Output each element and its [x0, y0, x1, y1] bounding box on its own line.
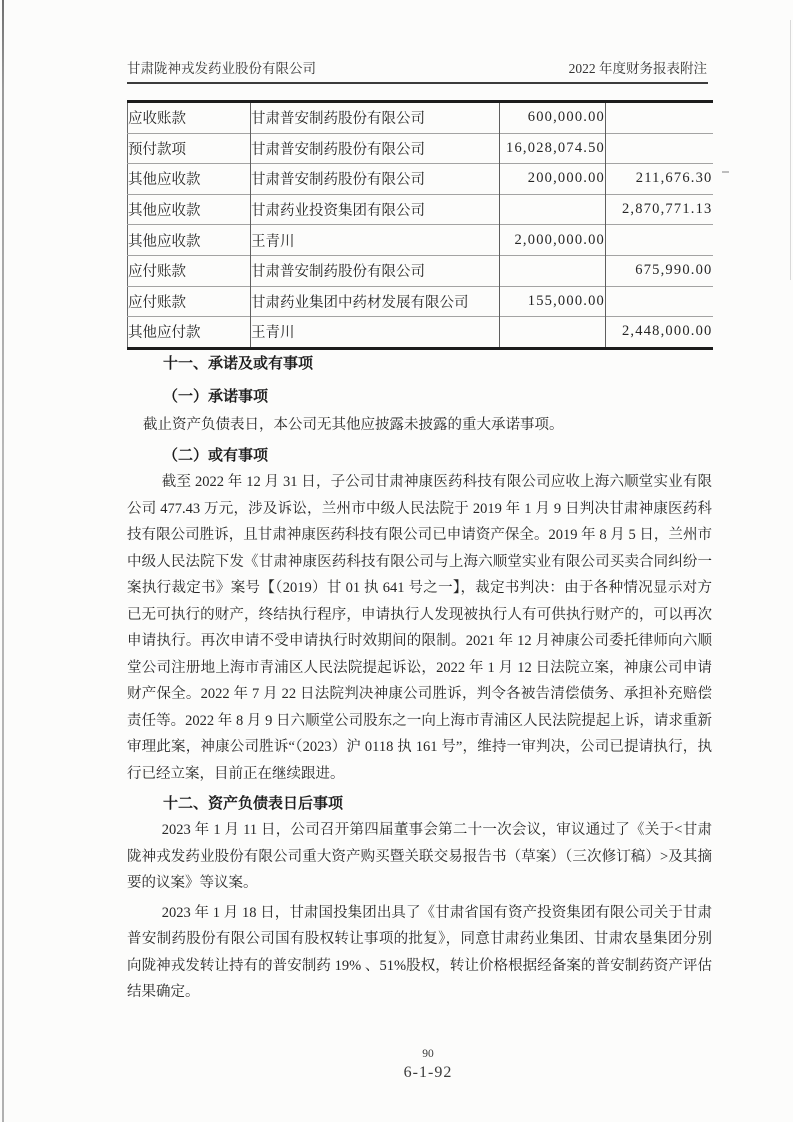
- amount2-cell: 211,676.30: [606, 164, 713, 195]
- amount2-cell: [606, 225, 713, 256]
- company-name: 甘肃陇神戎发药业股份有限公司: [127, 61, 316, 76]
- related-party-balances-table: [127, 100, 713, 350]
- amount1-cell: [500, 255, 606, 286]
- body-text: [127, 345, 712, 1006]
- table-row: [128, 317, 713, 349]
- item-cell: 其他应收款: [128, 164, 251, 195]
- contingencies-paragraph: 截至 2022 年 12 月 31 日，子公司甘肃神康医药科技有限公司应收上海六顺堂实业有限公司 477.43 万元，涉及诉讼，兰州市中级人民法院于 2019 年 1 月 9 日判决甘肃神康医药科技有限公司胜诉，且甘肃神康医药科技有限公司已申请资产保全。2019 年 8 月 5 日，兰州市中级人民法院下发《甘肃神康医药科技有限公司与上海六顺堂实业有限公司买卖合同纠纷一案执行裁定书》案号【（2019）甘 01 执 641 号之一】，裁定书判决：由于各种情况显示对方已无可执行的财产，终结执行程序，申请执行人发现被执行人有可供执行财产的，可以再次申请执行。再次申请不受申请执行时效期间的限制。2021 年 12 月神康公司委托律师向六顺堂公司注册地上海市青浦区人民法院提起诉讼，2022 年 1 月 12 日法院立案，神康公司申请财产保全。2022 年 7 月 22 日法院判决神康公司胜诉，判令各被告清偿债务、承担补充赔偿责任等。2022 年 8 月 9 日六顺堂公司股东之一向上海市青浦区人民法院提起上诉，请求重新审理此案，神康公司胜诉“（2023）沪 0118 执 161 号”，维持一审判决，公司已提请执行，执行已经立案，目前正在继续跟进。: [127, 474, 712, 782]
- table-row: [128, 164, 713, 195]
- item-cell: 预付款项: [128, 133, 251, 164]
- table-row: [128, 286, 713, 317]
- page-number: 90: [422, 1048, 434, 1060]
- section-heading-11: 十一、承诺及或有事项: [163, 356, 314, 372]
- party-cell: 甘肃普安制药股份有限公司: [251, 164, 500, 195]
- scan-edge-artifact-right: [790, 20, 791, 280]
- post-balance-paragraph-2: 2023 年 1 月 18 日，甘肃国投集团出具了《甘肃省国有资产投资集团有限公司关于甘肃普安制药股份有限公司国有股权转让事项的批复》，同意甘肃药业集团、甘肃农垦集团分别向陇神戎发转让持有的普安制药 19% 、51%股权，转让价格根据经备案的普安制药资产评估结果确定。: [127, 904, 712, 1000]
- page-header: [127, 57, 707, 77]
- scan-edge-artifact: [2, 0, 4, 1122]
- scan-speck-artifact: [722, 171, 729, 173]
- commitments-paragraph: 截止资产负债表日，本公司无其他应披露未披露的重大承诺事项。: [143, 417, 564, 433]
- table-row: [128, 133, 713, 164]
- amount2-cell: [606, 286, 713, 317]
- party-cell: 甘肃药业投资集团有限公司: [251, 194, 500, 225]
- item-cell: 应付账款: [128, 286, 251, 317]
- document-title: 2022 年度财务报表附注: [568, 61, 707, 76]
- amount1-cell: 200,000.00: [500, 164, 606, 195]
- item-cell: 其他应收款: [128, 225, 251, 256]
- party-cell: 王青川: [251, 225, 500, 256]
- item-cell: 其他应付款: [128, 317, 251, 349]
- table-row: [128, 255, 713, 286]
- subsection-heading-contingencies: （二）或有事项: [163, 448, 269, 464]
- amount1-cell: 16,028,074.50: [500, 133, 606, 164]
- amount2-cell: 675,990.00: [606, 255, 713, 286]
- section-heading-12: 十二、资产负债表日后事项: [163, 796, 344, 812]
- party-cell: 甘肃普安制药股份有限公司: [251, 102, 500, 134]
- doc-page-number: 6-1-92: [403, 1064, 453, 1081]
- amount1-cell: 2,000,000.00: [500, 225, 606, 256]
- amount1-cell: 155,000.00: [500, 286, 606, 317]
- party-cell: 甘肃药业集团中药材发展有限公司: [251, 286, 500, 317]
- amount1-cell: [500, 194, 606, 225]
- party-cell: 甘肃普安制药股份有限公司: [251, 133, 500, 164]
- amount2-cell: 2,448,000.00: [606, 317, 713, 349]
- amount2-cell: [606, 102, 713, 134]
- amount1-cell: 600,000.00: [500, 102, 606, 134]
- item-cell: 应付账款: [128, 255, 251, 286]
- item-cell: 应收账款: [128, 102, 251, 134]
- item-cell: 其他应收款: [128, 194, 251, 225]
- page-footer: [404, 1048, 453, 1082]
- amount1-cell: [500, 317, 606, 349]
- table-row: [128, 194, 713, 225]
- table-row: [128, 102, 713, 134]
- party-cell: 甘肃普安制药股份有限公司: [251, 255, 500, 286]
- header-divider: [127, 82, 708, 84]
- table-row: [128, 225, 713, 256]
- post-balance-paragraph-1: 2023 年 1 月 11 日，公司召开第四届董事会第二十一次会议，审议通过了《关于<甘肃陇神戎发药业股份有限公司重大资产购买暨关联交易报告书（草案）（三次修订稿）>及其摘要的议案》等议案。: [127, 822, 712, 891]
- party-cell: 王青川: [251, 317, 500, 349]
- subsection-heading-commitments: （一）承诺事项: [163, 389, 269, 405]
- amount2-cell: 2,870,771.13: [606, 194, 713, 225]
- amount2-cell: [606, 133, 713, 164]
